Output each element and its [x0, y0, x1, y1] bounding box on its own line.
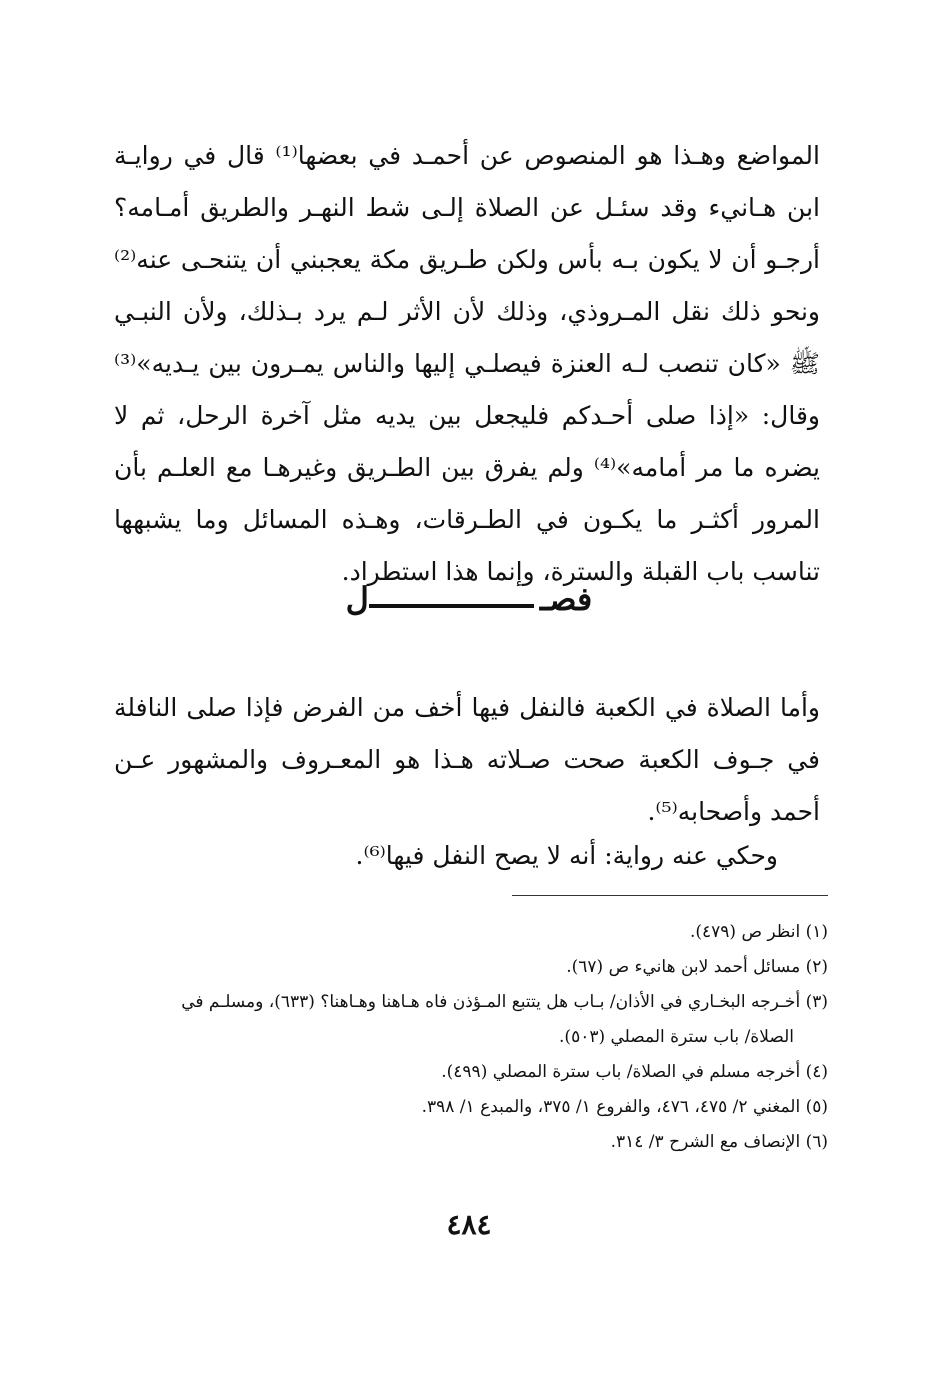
- section-heading: [0, 580, 938, 618]
- section-heading-start: فصـ: [539, 580, 593, 618]
- footnote: (٢) مسائل أحمد لابن هانيء ص (٦٧).: [566, 957, 828, 977]
- footnote: (٤) أخرجه مسلم في الصلاة/ باب سترة المصلي (٤٩٩).: [441, 1062, 828, 1082]
- footnote: (٦) الإنصاف مع الشرح ٣/ ٣١٤.: [610, 1132, 828, 1152]
- body-paragraph: المواضع وهـذا هو المنصوص عن أحمـد في بعضها⁽¹⁾ قال في روايـة ابن هـانيء وقد سئـل عن الصلاة إلـى شط النهـر والطريق أمـامه؟ أرجـو أن لا يكون بـه بأس ولكن طـريق مكة يعجبني أن يتنحـى عنه⁽²⁾ ونحو ذلك نقل المـروذي، وذلك لأن الأثر لـم يرد بـذلك، ولأن النبـي ﷺ «كان تنصب لـه العنزة فيصلـي إليها والناس يمـرون بين يـديه»⁽³⁾ وقال: «إذا صلى أحـدكم فليجعل بين يديه مثل آخرة الرحل، ثم لا يضره ما مر أمامه»⁽⁴⁾ ولم يفرق بين الطـريق وغيرهـا مع العلـم بأن المرور أكثـر ما يكـون في الطـرقات، وهـذه المسائل وما يشبهها تناسب باب القبلة والسترة، وإنما هذا استطراد.: [114, 141, 820, 586]
- footnote: (٥) المغني ٢/ ٤٧٥، ٤٧٦، والفروع ١/ ٣٧٥، والمبدع ١/ ٣٩٨.: [421, 1097, 828, 1117]
- footnote-divider: [512, 895, 828, 896]
- page-number: ٤٨٤: [446, 1208, 492, 1241]
- footnote: (١) انظر ص (٤٧٩).: [689, 922, 828, 942]
- section-paragraph-2: وحكي عنه رواية: أنه لا يصح النفل فيها⁽⁶⁾.: [355, 841, 778, 870]
- footnote: (٣) أخـرجه البخـاري في الأذان/ بـاب هل يتتبع المـؤذن فاه هـاهنا وهـاهنا؟ (٦٣٣)، ومسلـم في: [181, 992, 828, 1012]
- section-heading-end: ل: [345, 580, 369, 618]
- heading-kashida-line: [369, 604, 534, 608]
- footnotes-list: [103, 915, 828, 1160]
- section-paragraph: وأما الصلاة في الكعبة فالنفل فيها أخف من الفرض فإذا صلى النافلة في جـوف الكعبة صحت صـلاته هـذا هو المعـروف والمشهور عـن أحمد وأصحابه⁽⁵⁾.: [114, 693, 820, 826]
- footnote-continuation: الصلاة/ باب سترة المصلي (٥٠٣).: [559, 1027, 794, 1047]
